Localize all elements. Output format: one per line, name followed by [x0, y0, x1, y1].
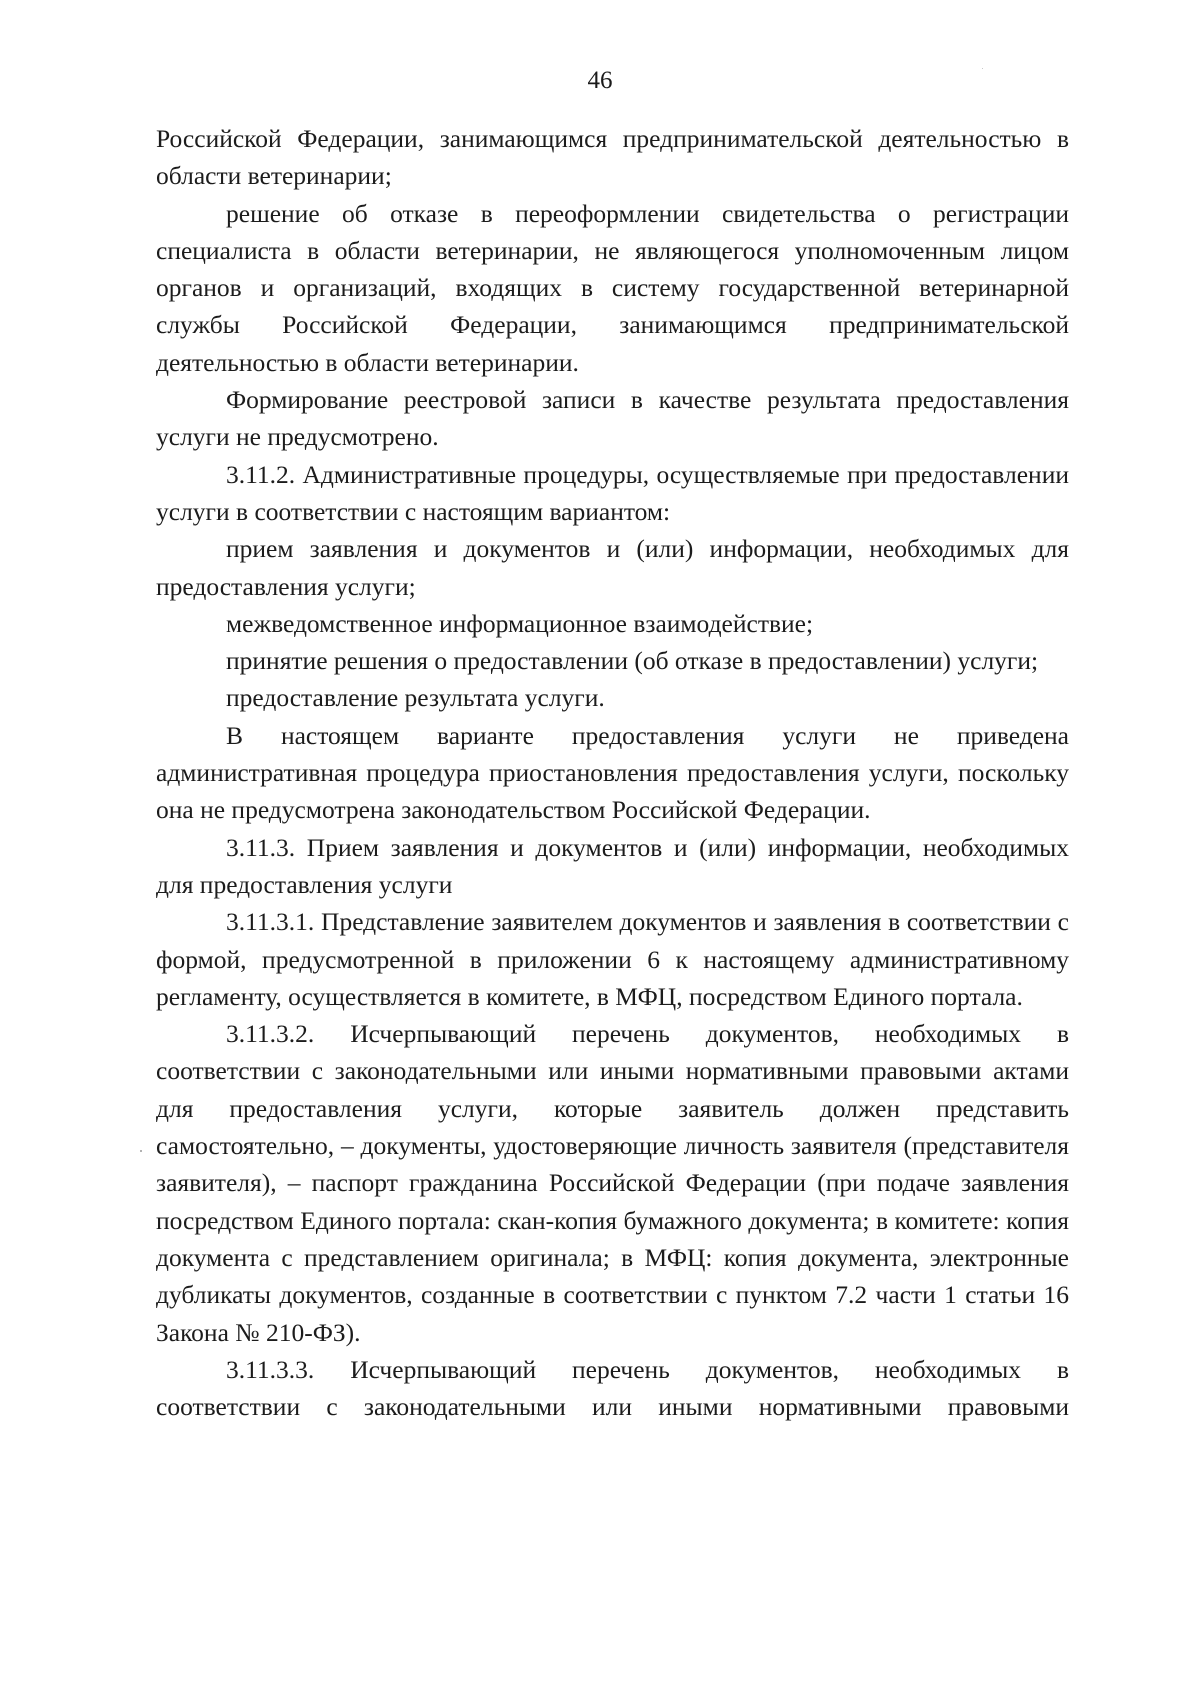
- paragraph-registry-entry: Формирование реестровой записи в качестве результата предоставления услуги не предусмотрено.: [156, 385, 1069, 452]
- paragraph-3-11-3-2: 3.11.3.2. Исчерпывающий перечень документов, необходимых в соответствии с законодательными или иными нормативными правовыми актами для предоставления услуги, которые заявитель должен представить самостоятельно, – документы, удостоверяющие личность заявителя (представителя заявителя), – паспорт гражданина Российской Федерации (при подаче заявления посредством Единого портала: скан-копия бумажного документа; в комитете: копия документа с представлением оригинала; в МФЦ: копия документа, электронные дубликаты документов, созданные в соответствии с пунктом 7.2 части 1 статьи 16 Закона № 210-ФЗ).: [156, 1019, 1069, 1347]
- paragraph-3-11-2: 3.11.2. Административные процедуры, осуществляемые при предоставлении услуги в соответствии с настоящим вариантом:: [156, 459, 1069, 526]
- page-number: 46: [587, 67, 613, 94]
- paragraph-procedure-reception: прием заявления и документов и (или) информации, необходимых для предоставления услуги;: [156, 534, 1069, 601]
- document-body: [156, 120, 1069, 1425]
- paragraph-procedure-decision: принятие решения о предоставлении (об отказе в предоставлении) услуги;: [226, 646, 1039, 676]
- paragraph-3-11-3: 3.11.3. Прием заявления и документов и (или) информации, необходимых для предоставления услуги: [156, 832, 1069, 899]
- paragraph-3-11-3-3: 3.11.3.3. Исчерпывающий перечень документов, необходимых в соответствии с законодательными или иными нормативными правовыми: [156, 1354, 1069, 1422]
- paragraph-procedure-result: предоставление результата услуги.: [226, 683, 605, 713]
- paragraph-refusal-decision: решение об отказе в переоформлении свидетельства о регистрации специалиста в области ветеринарии, не являющегося уполномоченным лицом органов и организаций, входящих в систему государственной ветеринарной службы Российской Федерации, занимающимся предпринимательской деятельностью в области ветеринарии.: [156, 198, 1069, 377]
- paragraph-procedure-interagency: межведомственное информационное взаимодействие;: [226, 608, 814, 638]
- paragraph-3-11-3-1: 3.11.3.1. Представление заявителем документов и заявления в соответствии с формой, предусмотренной в приложении 6 к настоящему административному регламенту, осуществляется в комитете, в МФЦ, посредством Единого портала.: [156, 907, 1069, 1011]
- scan-speck: [140, 1150, 142, 1152]
- paragraph-suspension-note: В настоящем варианте предоставления услуги не приведена административная процедура приостановления предоставления услуги, поскольку она не предусмотрена законодательством Российской Федерации.: [156, 720, 1069, 825]
- scan-speck-corner: [982, 68, 983, 69]
- paragraph-continuation: Российской Федерации, занимающимся предпринимательской деятельностью в области ветеринарии;: [156, 124, 1069, 191]
